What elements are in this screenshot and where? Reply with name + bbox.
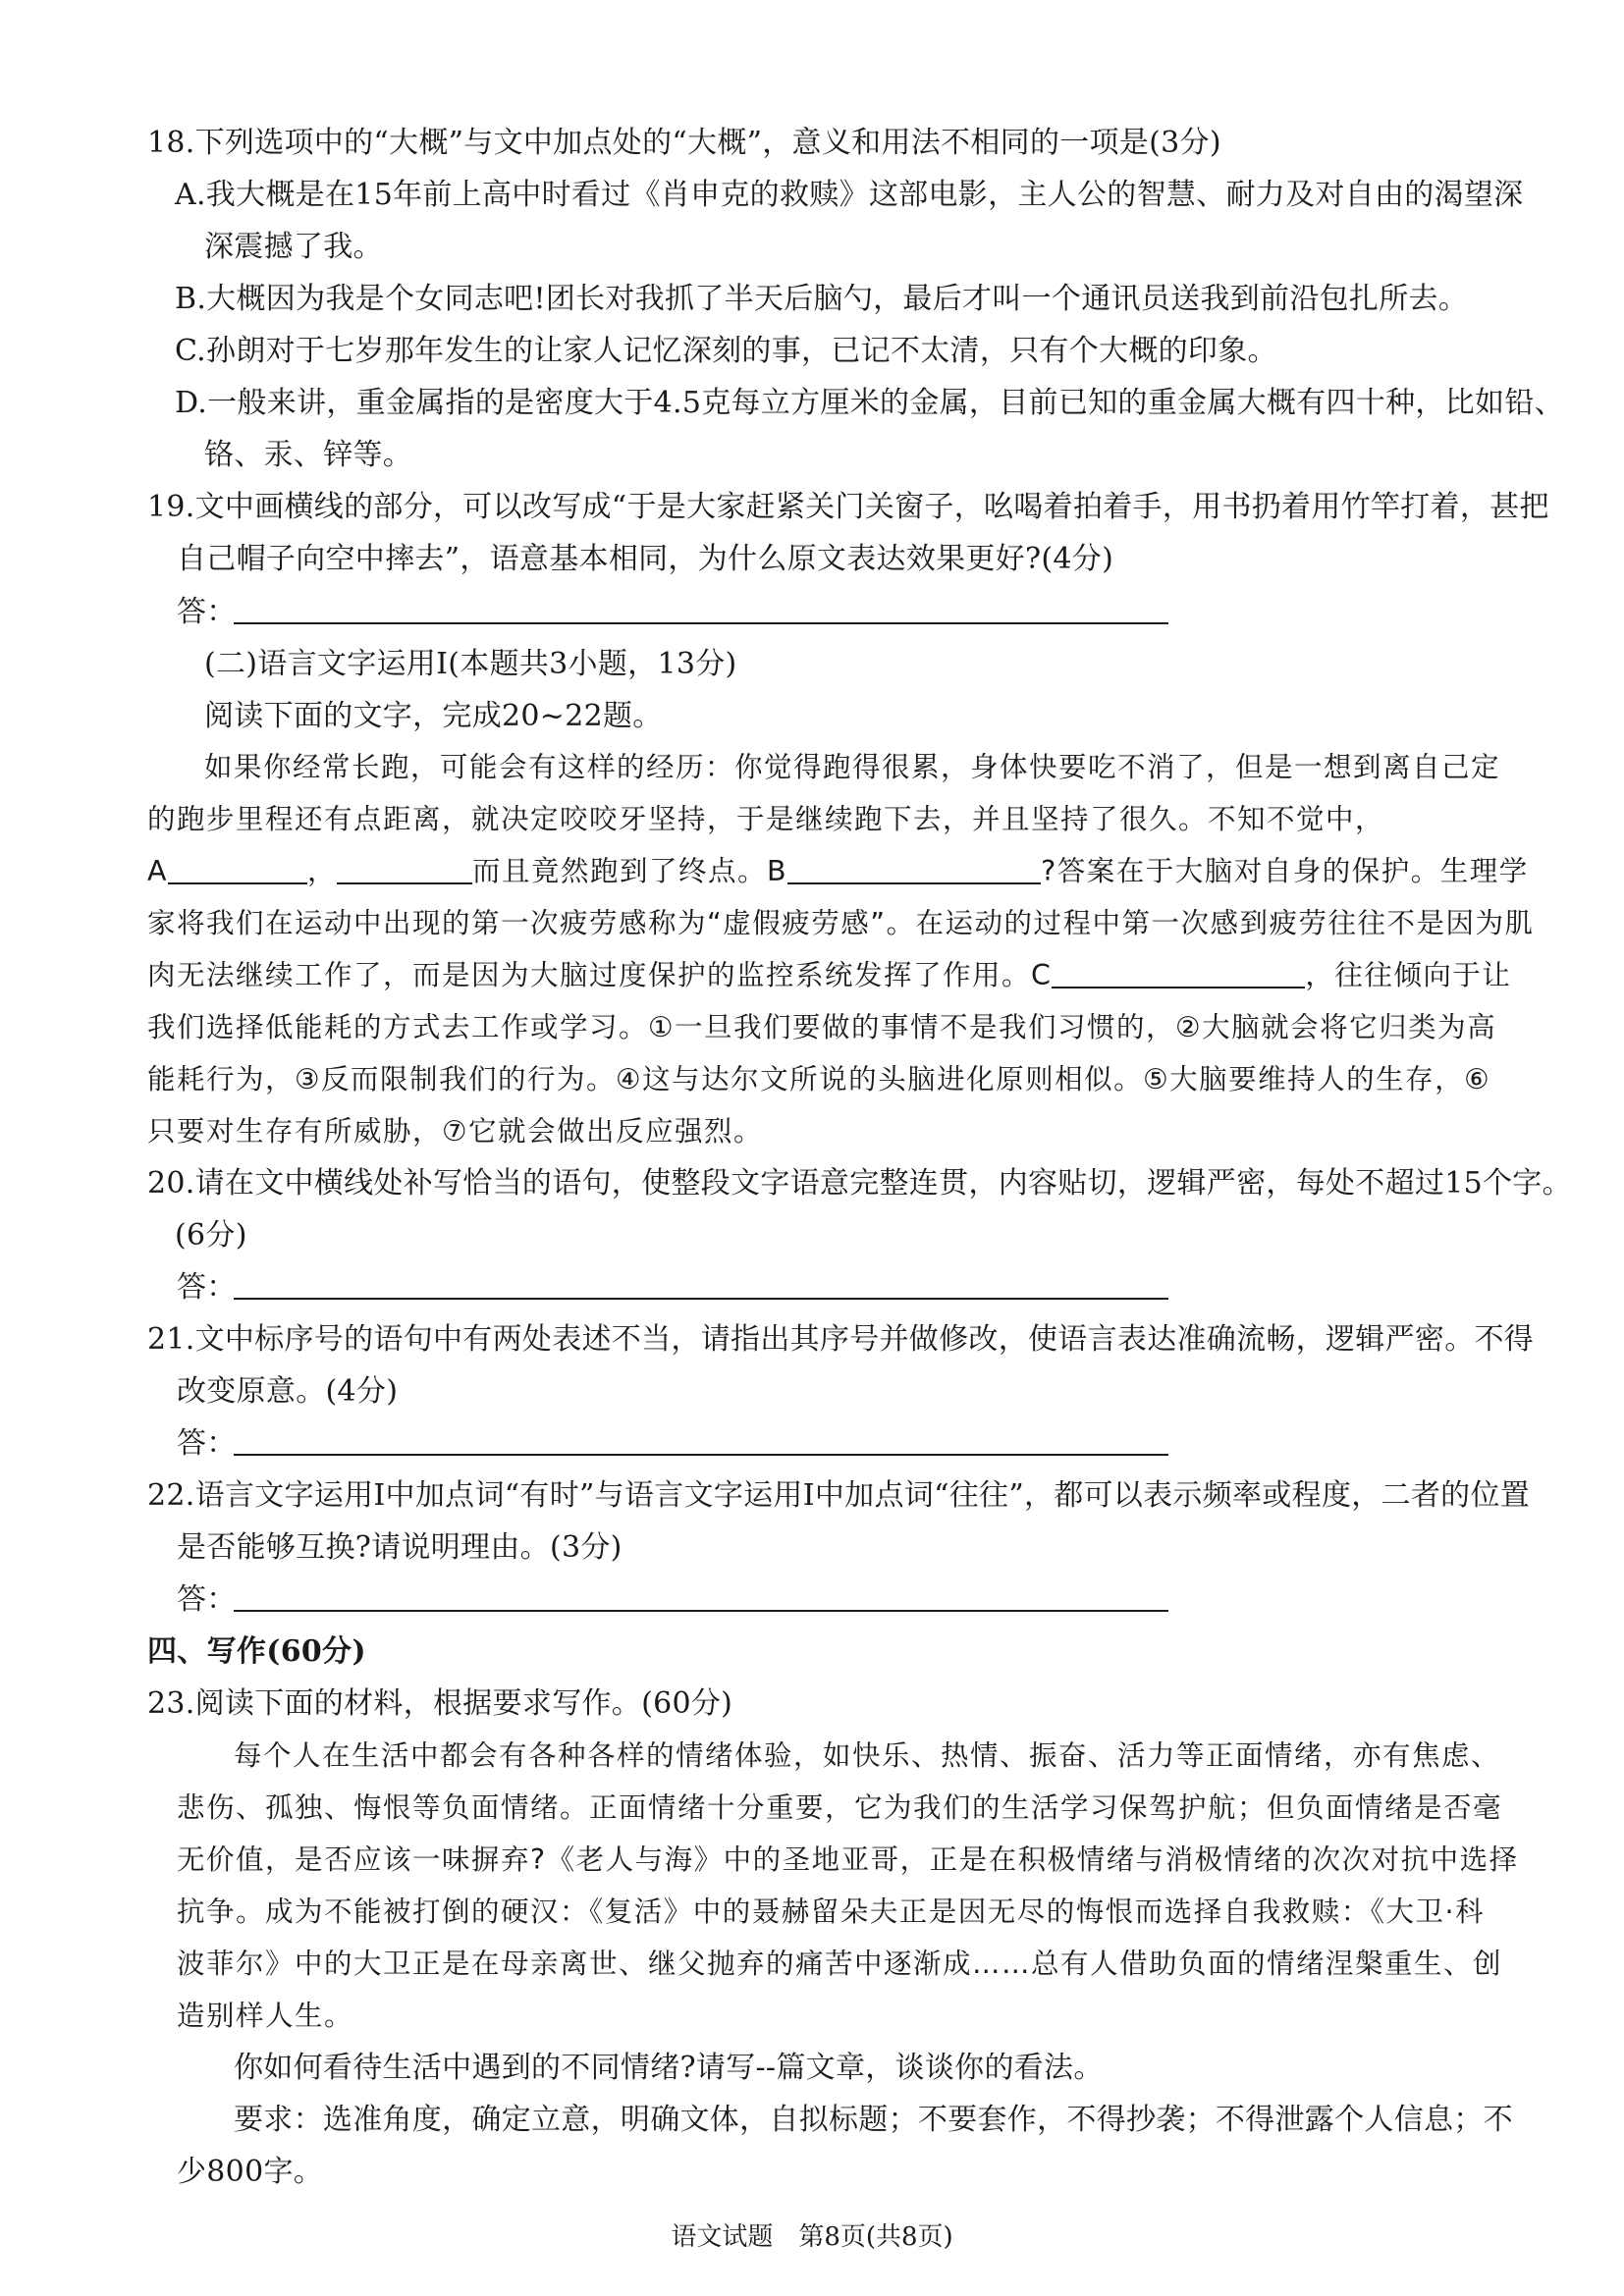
q22-stem-cont: 是否能够互换?请说明理由。(3分) bbox=[177, 1530, 623, 1565]
q18-option-d-cont: 铬、汞、锌等。 bbox=[204, 438, 413, 472]
q20-stem: 20.请在文中横线处补写恰当的语句，使整段文字语意完整连贯，内容贴切，逻辑严密，每处不超过15个字。 bbox=[147, 1166, 1572, 1201]
section4-title: 四、写作(60分) bbox=[147, 1634, 366, 1669]
q22-answer-label: 答： bbox=[177, 1582, 237, 1617]
q18-option-b: B.大概因为我是个女同志吧!团长对我抓了半天后脑勺，最后才叫一个通讯员送我到前沿包扎所去。 bbox=[175, 282, 1469, 316]
q21-answer-label: 答： bbox=[177, 1426, 237, 1461]
q20-stem-cont: (6分) bbox=[175, 1218, 247, 1253]
q21-answer-line[interactable] bbox=[234, 1454, 1168, 1456]
q22-answer-line[interactable] bbox=[234, 1610, 1168, 1612]
q23-requirements-cont: 少800字。 bbox=[177, 2155, 324, 2189]
q20-answer-line[interactable] bbox=[234, 1298, 1168, 1300]
q23-material-line-3: 无价值，是否应该一味摒弃?《老人与海》中的圣地亚哥，正是在积极情绪与消极情绪的次次对抗中选择 bbox=[177, 1843, 1519, 1876]
section2-instruction: 阅读下面的文字，完成20~22题。 bbox=[204, 699, 663, 733]
passage-line-5-end: ，往往倾向于让 bbox=[1305, 959, 1512, 991]
passage-line-7: 能耗行为，③反而限制我们的行为。④这与达尔文所说的头脑进化原则相似。⑤大脑要维持人的生存，⑥ bbox=[147, 1063, 1491, 1095]
q18-option-d: D.一般来讲，重金属指的是密度大于4.5克每立方厘米的金属，目前已知的重金属大概有四十种，比如铅、 bbox=[175, 386, 1564, 420]
q23-requirements: 要求：选准角度，确定立意，明确文体，自拟标题；不要套作，不得抄袭；不得泄露个人信息；不 bbox=[234, 2103, 1513, 2137]
q18-stem: 18.下列选项中的“大概”与文中加点处的“大概”，意义和用法不相同的一项是(3分) bbox=[147, 126, 1221, 160]
q23-material-line-2: 悲伤、孤独、悔恨等负面情绪。正面情绪十分重要，它为我们的生活学习保驾护航；但负面情绪是否毫 bbox=[177, 1791, 1503, 1824]
passage-line-8: 只要对生存有所威胁，⑦它就会做出反应强烈。 bbox=[147, 1115, 764, 1148]
section2-title: (二)语言文字运用Ⅰ(本题共3小题，13分) bbox=[204, 647, 737, 681]
q21-stem-cont: 改变原意。(4分) bbox=[177, 1374, 399, 1409]
passage-line-3 bbox=[147, 852, 1529, 891]
q21-stem: 21.文中标序号的语句中有两处表述不当，请指出其序号并做修改，使语言表达准确流畅，逻辑严密。不得 bbox=[147, 1322, 1535, 1357]
q23-material-line-4: 抗争。成为不能被打倒的硬汉：《复活》中的聂赫留朵夫正是因无尽的悔恨而选择自我救赎：《大卫·科 bbox=[177, 1896, 1486, 1928]
passage-line-3-mid: 而且竟然跑到了终点。B bbox=[472, 855, 788, 887]
passage-line-4: 家将我们在运动中出现的第一次疲劳感称为“虚假疲劳感”。在运动的过程中第一次感到疲劳往往不是因为肌 bbox=[147, 907, 1535, 939]
q19-stem: 19.文中画横线的部分，可以改写成“于是大家赶紧关门关窗子，吆喝着拍着手，用书扔着用竹竿打着，甚把 bbox=[147, 490, 1549, 524]
page-footer: 语文试题 第8页(共8页) bbox=[671, 2222, 953, 2252]
q18-option-a-cont: 深震撼了我。 bbox=[204, 230, 383, 264]
q19-stem-cont: 自己帽子向空中摔去”，语意基本相同，为什么原文表达效果更好?(4分) bbox=[177, 542, 1114, 576]
blank-b[interactable] bbox=[787, 853, 1041, 884]
q18-option-c: C.孙朗对于七岁那年发生的让家人记忆深刻的事，已记不太清，只有个大概的印象。 bbox=[175, 334, 1277, 368]
blank-a-2[interactable] bbox=[337, 853, 472, 884]
passage-line-2: 的跑步里程还有点距离，就决定咬咬牙坚持，于是继续跑下去，并且坚持了很久。不知不觉中， bbox=[147, 803, 1385, 835]
q23-prompt: 你如何看待生活中遇到的不同情绪?请写--篇文章，谈谈你的看法。 bbox=[234, 2051, 1104, 2085]
q23-stem: 23.阅读下面的材料，根据要求写作。(60分) bbox=[147, 1686, 733, 1721]
q18-option-a: A.我大概是在15年前上高中时看过《肖申克的救赎》这部电影，主人公的智慧、耐力及对自由的渴望深 bbox=[175, 178, 1524, 212]
passage-line-5 bbox=[147, 956, 1511, 995]
passage-comma: ， bbox=[307, 855, 338, 887]
q23-material-line-5: 波菲尔》中的大卫正是在母亲离世、继父抛弃的痛苦中逐渐成……总有人借助负面的情绪涅槃重生、创 bbox=[177, 1948, 1503, 1980]
q19-answer-line[interactable] bbox=[234, 622, 1168, 624]
passage-line-6: 我们选择低能耗的方式去工作或学习。①一旦我们要做的事情不是我们习惯的，②大脑就会将它归类为高 bbox=[147, 1011, 1497, 1043]
q22-stem: 22.语言文字运用Ⅰ中加点词“有时”与语言文字运用Ⅰ中加点词“往往”，都可以表示频率或程度，二者的位置 bbox=[147, 1478, 1531, 1513]
passage-line-5-start: 肉无法继续工作了，而是因为大脑过度保护的监控系统发挥了作用。C bbox=[147, 959, 1053, 991]
passage-line-1: 如果你经常长跑，可能会有这样的经历：你觉得跑得很累，身体快要吃不消了，但是一想到离自己定 bbox=[204, 751, 1501, 783]
passage-line-3-end: ?答案在于大脑对自身的保护。生理学 bbox=[1041, 855, 1529, 887]
q19-answer-label: 答： bbox=[177, 595, 237, 629]
blank-a-1[interactable] bbox=[168, 853, 307, 884]
q23-material-line-6: 造别样人生。 bbox=[177, 2000, 354, 2032]
q20-answer-label: 答： bbox=[177, 1270, 237, 1305]
blank-a-label: A bbox=[147, 855, 168, 887]
blank-c[interactable] bbox=[1052, 957, 1305, 988]
q23-material-line-1: 每个人在生活中都会有各种各样的情绪体验，如快乐、热情、振奋、活力等正面情绪，亦有焦虑、 bbox=[234, 1739, 1501, 1772]
